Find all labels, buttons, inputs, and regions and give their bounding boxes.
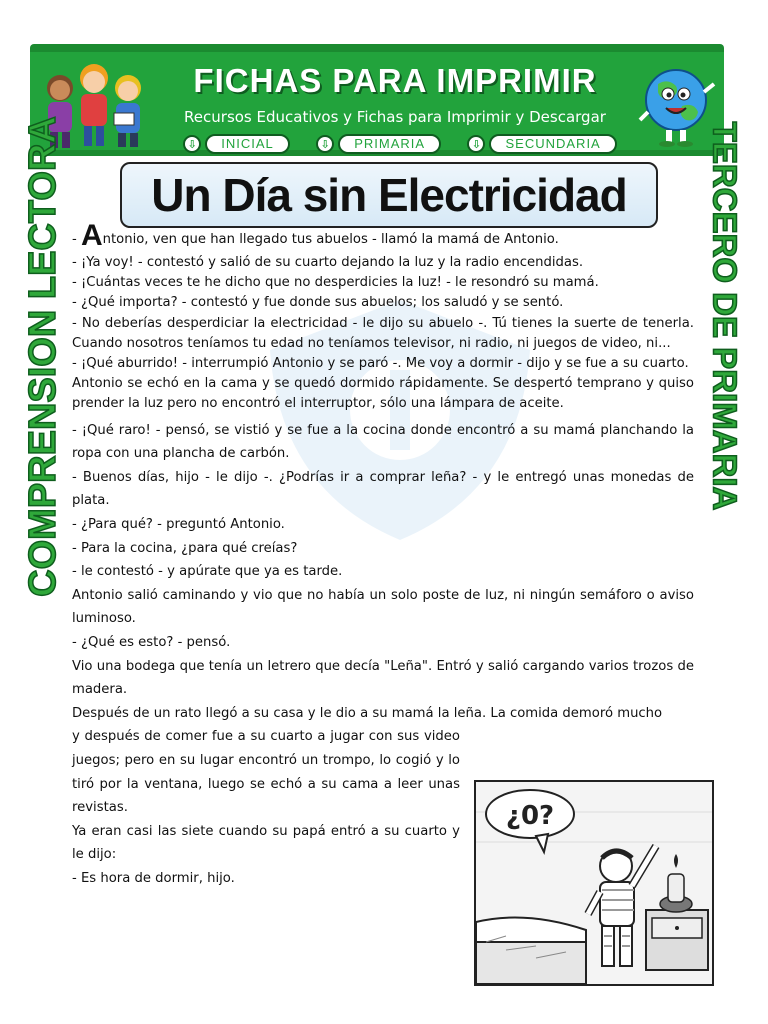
story-paragraph: - Buenos días, hijo - le dijo -. ¿Podrías ir a comprar leña? - y le entregó unas monedas de plata. — [72, 469, 694, 509]
boy-searching-light-icon — [476, 782, 712, 984]
download-icon: ⇩ — [467, 135, 485, 153]
site-title[interactable]: FICHAS PARA IMPRIMIR — [193, 62, 597, 99]
site-subtitle: Recursos Educativos y Fichas para Imprimir y Descargar — [184, 108, 606, 126]
download-icon: ⇩ — [316, 135, 334, 153]
nav-item-secundaria[interactable] — [467, 134, 616, 154]
story-paragraph: Antonio se echó en la cama y se quedó dormido rápidamente. Se despertó temprano y quiso prender la luz pero no encontró el interruptor, sólo una lámpara de aceite. — [72, 376, 694, 412]
story-paragraph: - ¡Qué aburrido! - interrumpió Antonio y se paró -. Me voy a dormir - dijo y se fue a su cuarto. — [72, 356, 689, 372]
worksheet-title-box — [120, 162, 658, 228]
grade-label: TERCERO DE PRIMARIA — [706, 121, 743, 511]
story-illustration — [474, 780, 714, 986]
story-paragraph: - Para la cocina, ¿para qué creías? — [72, 540, 298, 556]
comprension-lectora-label: COMPRENSION LECTORA — [21, 115, 64, 597]
worksheet-title: Un Día sin Electricidad — [151, 169, 627, 221]
story-paragraph: Ya eran casi las siete cuando su papá entró a su cuarto y le dijo: — [72, 823, 460, 863]
story-paragraph: Después de un rato llegó a su casa y le dio a su mamá la leña. La comida demoró mucho — [72, 705, 663, 721]
level-nav — [170, 134, 630, 154]
side-label-left — [14, 115, 72, 597]
story-paragraph: - No deberías desperdiciar la electricidad - le dijo su abuelo -. Tú tienes la suerte de tenerla. Cuando nosotros teníamos tu edad no teníamos televisor, ni radio, ni juegos de video, ni... — [72, 315, 694, 351]
speech-bubble-text: ¿0? — [505, 801, 555, 831]
story-paragraph: - ¿Qué es esto? - pensó. — [72, 634, 231, 650]
drop-cap: A — [80, 219, 103, 252]
story-paragraph: - ¿Qué importa? - contestó y fue donde sus abuelos; los saludó y se sentó. — [72, 295, 564, 311]
story-paragraph: - Antonio, ven que han llegado tus abuelos - llamó la mamá de Antonio. — [72, 219, 559, 252]
nav-label[interactable]: SECUNDARIA — [489, 134, 616, 154]
story-paragraph: - le contestó - y apúrate que ya es tarde. — [72, 564, 343, 580]
story-paragraph: - Es hora de dormir, hijo. — [72, 870, 235, 886]
story-paragraph: - ¡Cuántas veces te he dicho que no desperdicies la luz! - le resondró su mamá. — [72, 275, 599, 291]
story-paragraph: y después de comer fue a su cuarto a jugar con sus video juegos; pero en su lugar encontró un trompo, lo cogió y lo tiró por la ventana, luego se echó a su cama a leer unas revistas. — [72, 729, 460, 816]
nav-item-primaria[interactable] — [316, 134, 441, 154]
nav-item-inicial[interactable] — [183, 134, 290, 154]
story-paragraph: - ¡Ya voy! - contestó y salió de su cuarto dejando la luz y la radio encendidas. — [72, 255, 584, 270]
nav-label[interactable]: INICIAL — [205, 134, 290, 154]
side-label-right — [696, 121, 752, 511]
header-banner — [30, 44, 724, 156]
story-paragraph: Antonio salió caminando y vio que no había un solo poste de luz, ni ningún semáforo o aviso luminoso. — [72, 587, 694, 627]
nav-label[interactable]: PRIMARIA — [338, 134, 441, 154]
story-paragraph: - ¡Qué raro! - pensó, se vistió y se fue a la cocina donde encontró a su mamá planchando la ropa con una plancha de carbón. — [72, 422, 694, 462]
story-paragraph: - ¿Para qué? - preguntó Antonio. — [72, 517, 285, 532]
download-icon: ⇩ — [183, 135, 201, 153]
story-paragraph: Vio una bodega que tenía un letrero que decía "Leña". Entró y salió cargando varios trozos de madera. — [72, 658, 694, 698]
